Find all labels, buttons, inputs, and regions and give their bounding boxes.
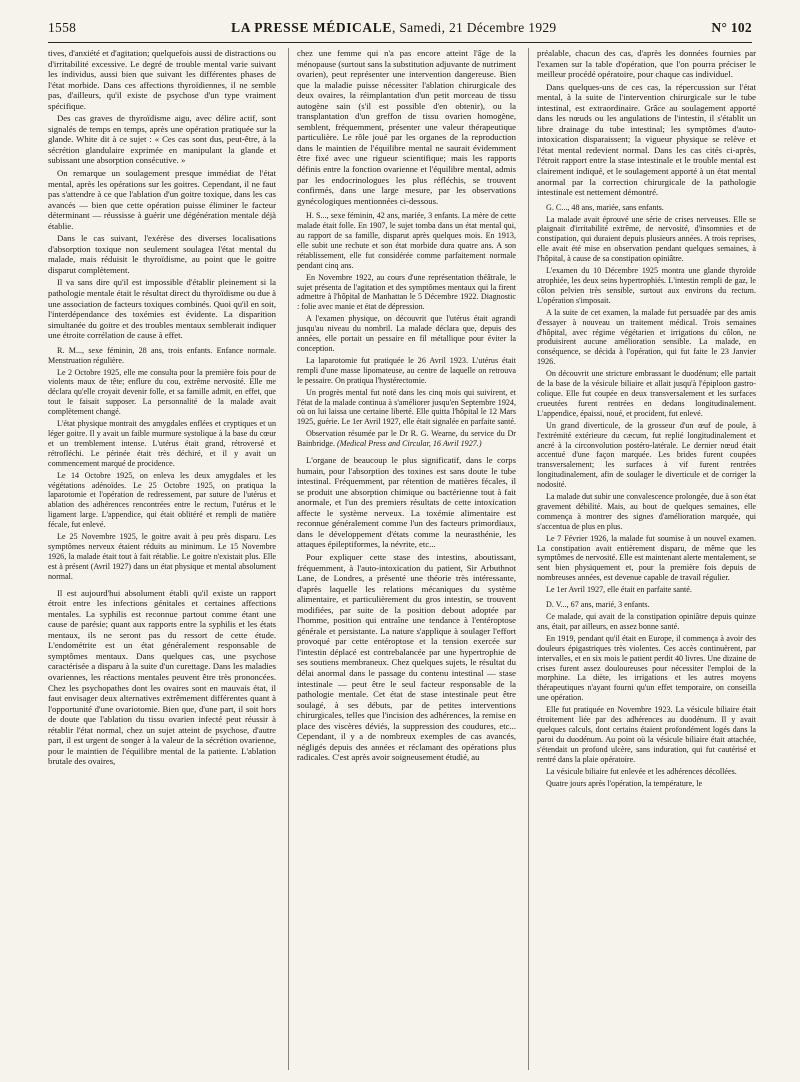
case-paragraph: Le 25 Novembre 1925, le goitre avait à peu près disparu. Les symptômes nerveux étaient réduits au minimum. Le 15 Novembre 1926, la malade était tout à fait rétablie. Le goitre n'existait plus. Elle est à présent (Avril 1927) dans un état physique et mental absolument normal. xyxy=(48,532,276,581)
case-paragraph: A la suite de cet examen, la malade fut persuadée par des amis d'essayer à nouveau un traitement médical. Trois semaines d'hôpital, avec régime végétarien et irrigations du côlon, ne produisirent aucune amélioration sensible. La malade, en conséquence, se décida à l'opération, qui fut faite le 23 Janvier 1926. xyxy=(537,307,756,367)
case-paragraph: Le 7 Février 1926, la malade fut soumise à un nouvel examen. La constipation avait entièrement disparu, de même que les symptômes de nervosité. Elle est maintenant alerte mentalement, se sent bien physiquement et, pour la première fois depuis de nombreuses années, est devenue capable de travail régulier. xyxy=(537,533,756,583)
paragraph: tives, d'anxiété et d'agitation; quelquefois aussi de distractions ou d'irritabilité excessive. Le degré de trouble mental varie suivant les individus, aussi bien que suivant les différentes phases de l'état morbide. Dans ces affections thyroïdiennes, il ne semble pas, d'ailleurs, qu'il existe de psychose d'un type vraiment spécifique. xyxy=(48,48,276,111)
paragraph: L'organe de beaucoup le plus significatif, dans le corps humain, pour l'absorption des toxines est sans doute le tube intestinal. Fréquemment, par rétention de matières fécales, il se produit une absorption chimique ou bactérienne tout à fait anormale, et l'un des premiers résultats de cette intoxication affecte le système nerveux. La toxémie alimentaire est reconnue généralement comme l'un des facteurs primordiaux, dans le développement d'états comme la neurasthénie, les attaques épileptiformes, la névrite, etc... xyxy=(297,455,516,550)
masthead xyxy=(231,20,556,36)
column-2 xyxy=(288,48,516,1070)
case-paragraph: La malade avait éprouvé une série de crises nerveuses. Elle se plaignait d'irritabilité extrême, de nervosité, d'insomnies et de constipation, qui duraient depuis plusieurs années. A trois reprises, elle avait été mise en observation pendant quelques semaines, à l'hôpital, à cause de sa constipation opiniâtre. xyxy=(537,214,756,264)
case-paragraph: A l'examen physique, on découvrit que l'utérus était agrandi jusqu'au niveau du nombril. La malade déclara que, depuis des années, elle portait un pessaire en fil métallique pour éviter la conception. xyxy=(297,314,516,353)
case-paragraph: Un progrès mental fut noté dans les cinq mois qui suivirent, et l'état de la malade continua à s'améliorer jusqu'en Septembre 1924, où on lui laissa une certaine liberté. Elle quitta l'hôpital le 12 Mars 1925, guérie. Le 1er Avril 1927, elle était signalée en parfaite santé. xyxy=(297,387,516,427)
issue-number: N° 102 xyxy=(711,20,752,35)
column-3 xyxy=(528,48,756,1070)
case-paragraph: Le 14 Octobre 1925, on enleva les deux amygdales et les végétations adénoïdes. Le 25 Octobre 1925, on pratiqua la laparotomie et l'opération de redressement, par suture de l'utérus et ablation des adhérences rencontrées entre le rectum, l'utérus et le ligament large. L'appendice, qui était oblitéré et rempli de matière fécale, fut enlevé. xyxy=(48,470,276,530)
paragraph: Des cas graves de thyroïdisme aigu, avec délire actif, sont signalés de temps en temps, après une opération pratiquée sur la glande. White dit à ce sujet : « Ces cas sont dus, peut-être, à la sécrétion glandulaire exprimée en manipulant la glande et subissant une absorption consécutive. » xyxy=(48,113,276,166)
paragraph: Dans quelques-uns de ces cas, la répercussion sur l'état mental, à la suite de l'intervention chirurgicale sur le tube intestinal, est extraordinaire. Grâce au soulagement apporté dans les nœuds ou les angulations de l'intestin, il s'établit un libre drainage du tube intestinal; les symptômes d'auto-intoxication disparaissent; la vigueur physique se relève et l'état mental redevient normal. Dans les cas cités ci-après, l'étroit rapport entre la stase intestinale et le trouble mental est clairement indiqué, et le soulagement apporté à un état mental anormal par la correction chirurgicale de la pathologie intestinale est nettement démontré. xyxy=(537,81,756,198)
paragraph: On remarque un soulagement presque immédiat de l'état mental, après les opérations sur les goitres. Cependant, il ne faut pas s'attendre à ce que l'ablation d'un goitre toxique, dans les cas avancés — bien que cette opération puisse éliminer le facteur déterminant — réussisse à guérir une dégénération mentale déjà établie. xyxy=(48,168,276,231)
paragraph: chez une femme qui n'a pas encore atteint l'âge de la ménopause (surtout sans la substitution adjuvante de nutriment ovarien), peut représenter une intervention dangereuse. Bien que la maladie puisse nécessiter l'ablation chirurgicale des deux ovaires, la réimplantation d'un petit morceau de tissu autogène sain (s'il est possible d'en obtenir), ou la transplantation d'un greffon de tissu ovarien homogène, semblent, fréquemment, présenter une valeur thérapeutique particulière. Le rôle joué par les organes de la reproduction dans le maintien de l'équilibre mental ne saurait évidemment être fixé avec une rigueur scientifique; mais les rapports définis entre la fonction ovarienne et l'équilibre mental, admis par les endocrinologues les plus réfléchis, se trouvent confirmés, dans une large mesure, par les observations gynécologiques mentionnées ci-dessous. xyxy=(297,48,516,206)
case-paragraph: Ce malade, qui avait de la constipation opiniâtre depuis quinze ans, était, par ailleurs, en assez bonne santé. xyxy=(537,612,756,631)
paragraph: Il va sans dire qu'il est impossible d'établir pleinement si la pathologie mentale était le résultat direct du thyroïdisme ou due à une association de facteurs toxiques combinés. Quoi qu'il en soit, l'interdépendance des toxémies est évidente. La disparition simultanée du goitre et des troubles mentaux semblerait indiquer une étroite corrélation de cause à effet. xyxy=(48,277,276,341)
case-report-heading: H. S..., sexe féminin, 42 ans, mariée, 3 enfants. La mère de cette malade était folle. En 1907, le sujet tomba dans un état mental qui, au rapport de sa famille, disparut après quelques mois. En 1913, elle subit une rechute et son état morbide dura quatre ans. A son rétablissement, elle fut considérée comme parfaitement normale pendant cinq ans. xyxy=(297,211,516,270)
case-paragraph: L'examen du 10 Décembre 1925 montra une glande thyroïde atrophiée, les deux seins hypertrophiés. L'intestin rempli de gaz, le côlon pelvien très sensible, surtout aux environs du rectum. L'opération s'imposait. xyxy=(537,266,756,305)
case-paragraph: En Novembre 1922, au cours d'une représentation théâtrale, le sujet présenta de l'agitation et des symptômes mentaux qui la firent admettre à l'hôpital de Manhattan le 5 Décembre 1922. Diagnostic : folie avec manie et état de dépression. xyxy=(297,272,516,312)
paragraph: Dans le cas suivant, l'exérèse des diverses localisations d'absorption toxique non seulement soulagea l'état mental du malade, mais réduisit le thyroïdisme, au point que le goitre disparut complètement. xyxy=(48,233,276,275)
case-paragraph: La laparotomie fut pratiquée le 26 Avril 1923. L'utérus était rempli d'une masse lipomateuse, au centre de laquelle on retrouva le pessaire. On pratiqua l'hystérectomie. xyxy=(297,355,516,385)
case-paragraph: On découvrit une stricture embrassant le duodénum; elle partait de la base de la vésicule biliaire et allait jusqu'à l'épiploon gastro-colique. Elle fut coupée en deux transversalement et les surfaces crueutées furent rentrées en dedans longitudinalement. L'appendice, épaissi, noué, et procident, fut enlevé. xyxy=(537,369,756,418)
paragraph: Il est aujourd'hui absolument établi qu'il existe un rapport étroit entre les infections génitales et certaines affections mentales. La syphilis est reconnue partout comme étant une cause de parésie; quant aux rapports entre la syphilis et les états mentaux, ils ne seront pas du ressort de cette étude. L'endométrite est un état généralement responsable de symptômes mentaux. Dans quelques cas, une psychose caractérisée a disparu à la suite d'un curettage. Dans les maladies ovariennes, les réactions mentales peuvent être très prononcées. Chez les psychopathes dont les ovaires sont en mauvais état, il faut envisager deux alternatives extrêmement différentes quant à l'opportunité d'une ovariotomie. Bien que, d'une part, il soit hors de doute que l'ablation du tissu ovarien infecté peut réussir à rétablir l'état normal, chez un sujet atteint de psychose, d'autre part, il est urgent de songer à la valeur de la sécrétion ovarienne, pour le maintien de l'équilibre mental de la patiente. L'ablation brutale des ovaires, xyxy=(48,587,276,767)
case-paragraph: Un grand diverticule, de la grosseur d'un œuf de poule, à l'extrémité extérieure du cæcum, fut replié longitudinalement et ancré à la circonvolution postéro-latérale. Le dernier nœud était accentué d'une façon marquée. Les brides furent coupées transversalement; les surfaces à vif furent rentrées longitudinalement, afin de soulager le diverticule et de corriger la nodosité. xyxy=(537,420,756,490)
case-paragraph: L'état physique montrait des amygdales enflées et cryptiques et un léger goitre. Il y avait un faible murmure systolique à la base du cœur et un tremblement intense. L'utérus était grand, rétroversé et rétrofléchi. Le périnée était très déchiré, et il y avait un commencement marqué de procidence. xyxy=(48,419,276,468)
case-report-heading: R. M..., sexe féminin, 28 ans, trois enfants. Enfance normale. Menstruation régulière. xyxy=(48,345,276,365)
case-paragraph: La vésicule biliaire fut enlevée et les adhérences décollées. xyxy=(546,766,737,776)
paragraph: préalable, chacun des cas, d'après les données fournies par l'examen sur la table d'opération, que l'on pourra préciser le meilleur procédé opératoire, pour chaque cas individuel. xyxy=(537,48,756,80)
article-columns xyxy=(48,48,756,1070)
case-report-heading: G. C..., 48 ans, mariée, sans enfants. xyxy=(546,202,664,212)
case-paragraph: En 1919, pendant qu'il était en Europe, il commença à avoir des douleurs épigastriques très violentes. Ces accès continuèrent, par intervalles, et en six mois le patient perdit 40 livres. Une dizaine de crises furent assez douloureuses pour nécessiter l'emploi de la morphine. La diète, les irrigations et les autres moyens thérapeutiques n'ayant fourni qu'un effet temporaire, on conseilla une opération. xyxy=(537,633,756,703)
case-paragraph: Quatre jours après l'opération, la température, le xyxy=(546,778,703,788)
journal-title: LA PRESSE MÉDICALE xyxy=(231,20,392,35)
page-header xyxy=(48,20,752,43)
case-paragraph: Le 2 Octobre 1925, elle me consulta pour la première fois pour de violents maux de tête; enflure du cou, extrême nervosité. Elle me déclara qu'elle croyait devenir folle, et sa famille admit, en effet, que tout le faisait supposer. La personnalité de la malade avait complètement changé. xyxy=(48,367,276,417)
case-paragraph: Le 1er Avril 1927, elle était en parfaite santé. xyxy=(546,585,692,595)
case-report-heading: D. V..., 67 ans, marié, 3 enfants. xyxy=(546,600,650,610)
case-paragraph: Elle fut pratiquée en Novembre 1923. La vésicule biliaire était étroitement liée par des adhérences au duodénum. Il y avait quelques calculs, dont certains étaient profondément logés dans la paroi du duodénum. Au point où la vésicule biliaire était attachée, s'étendait un profond ulcère, sans induration, qui fut cautérisé et rentré dans la plaie opératoire. xyxy=(537,705,756,764)
paragraph: Pour expliquer cette stase des intestins, aboutissant, fréquemment, à l'auto-intoxication du patient, Sir Arbuthnot Lane, de Londres, a présenté une théorie très intéressante, d'après laquelle les relations mécaniques du système alimentaire, et particulièrement du gros intestin, se trouvent modifiées, par suite de la position debout adoptée par l'homme, position qui entraîne une tendance à l'entéroptose générale et persistante. La nature s'applique à soulager l'effort provoqué par cette entéroptose et la tension exercée sur l'intestin déplacé est contrebalancée par une hypertrophie de ses soutiens membraneux. Chez quelques sujets, le résultat du délai anormal dans le passage du contenu intestinal — stase intestinale — peut être le seul facteur responsable de la pathologie mentale. Cet état de stase intestinale peut être soulagé, à ses débuts, par de petites interventions chirurgicales, telles que l'incision des adhérences, la remise en place des viscères déviés, la suppression des coudures, etc... Cependant, il y a de nombreux exemples de cas avancés, négligés depuis des années et réclamant des opérations plus radicales. C'est après avoir soigneusement étudié, au xyxy=(297,551,516,763)
column-1 xyxy=(48,48,276,1070)
page-number: 1558 xyxy=(48,20,77,35)
observation-source: (Medical Press and Circular, 16 Avril 1927.) xyxy=(337,439,482,449)
case-paragraph: La malade dut subir une convalescence prolongée, due à son état gravement débilité. Mais, au bout de quelques semaines, elle commença à montrer des signes d'amélioration marquée, qui s'accentua de plus en plus. xyxy=(537,492,756,531)
issue-date: , Samedi, 21 Décembre 1929 xyxy=(391,20,557,35)
observation-credit xyxy=(297,429,516,449)
observation-author: Observation résumée par le Dr R. G. Wearne, du service du Dr Bainbridge. xyxy=(297,429,516,449)
